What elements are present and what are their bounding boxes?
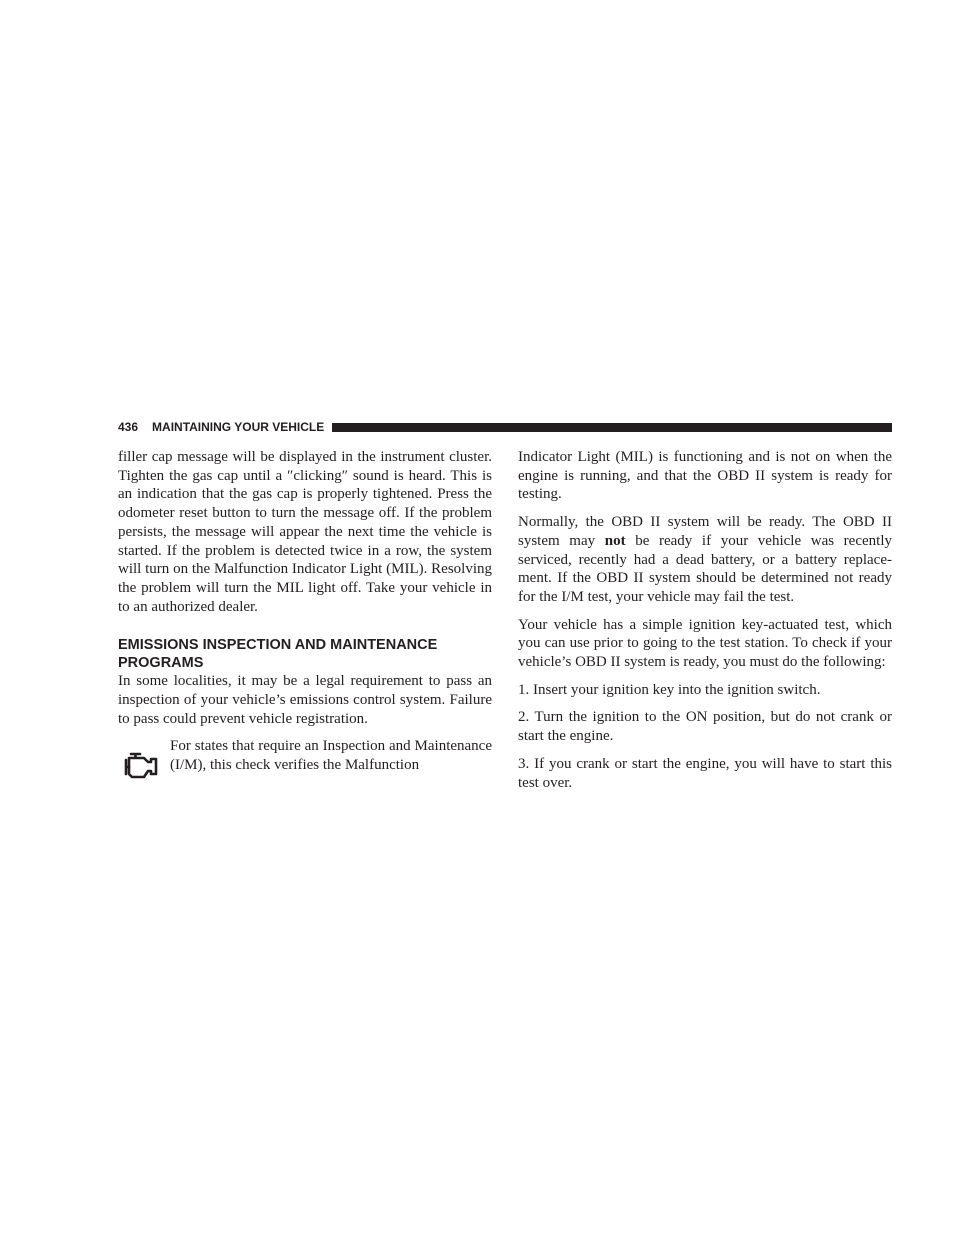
left-column <box>118 448 492 781</box>
paragraph-filler-cap: filler cap message will be displayed in the instrument cluster. Tighten the gas cap until a ″clicking″ sound is heard. This is an indication that the gas cap is properly tightened. Press the odometer reset button to turn the message off. If the problem persists, the message will appear the next time the vehicle is started. If the problem is detected twice in a row, the system will turn on the Malfunction Indicator Light (MIL). Resolving the problem will turn the MIL light off. Take your vehicle in to an authorized dealer. <box>118 449 492 615</box>
step-2: 2. Turn the ignition to the ON position, but do not crank or start the engine. <box>518 709 892 745</box>
mil-note <box>118 737 492 781</box>
page-header <box>118 420 892 434</box>
paragraph-localities: In some localities, it may be a legal requirement to pass an inspection of your vehicle’s emissions control system. Failure to pass could prevent vehicle registration. <box>118 673 492 727</box>
paragraph-mil-functioning: Indicator Light (MIL) is functioning and is not on when the engine is running, and that the OBD II system is ready for testing. <box>518 449 892 503</box>
paragraph-ignition-test: Your vehicle has a simple ignition key-actuated test, which you can use prior to going to the test station. To check if your vehicle’s OBD II system is ready, you must do the following: <box>518 616 892 671</box>
page-number: 436 <box>118 420 139 434</box>
right-column <box>518 448 892 792</box>
section-title: MAINTAINING YOUR VEHICLE <box>152 420 325 434</box>
step-3: 3. If you crank or start the engine, you will have to start this test over. <box>518 755 892 791</box>
paragraph-im-check: For states that require an Inspection and Maintenance (I/M), this check verifies the Malfunction <box>170 738 492 774</box>
emphasis-not: not <box>604 532 626 549</box>
check-engine-icon <box>118 749 162 781</box>
step-1: 1. Insert your ignition key into the ignition switch. <box>518 681 821 698</box>
header-rule <box>332 423 892 432</box>
paragraph-obd-ready: Normally, the OBD II system will be ready. The OBD II system may not be ready if your vehicle was recently serviced, recently had a dead battery, or a battery replacement. If the OBD II system should be determined not ready for the I/M test, your vehicle may fail the test. <box>518 514 892 605</box>
heading-emissions-inspection: EMISSIONS INSPECTION AND MAINTENANCE PROGRAMS <box>118 637 438 672</box>
